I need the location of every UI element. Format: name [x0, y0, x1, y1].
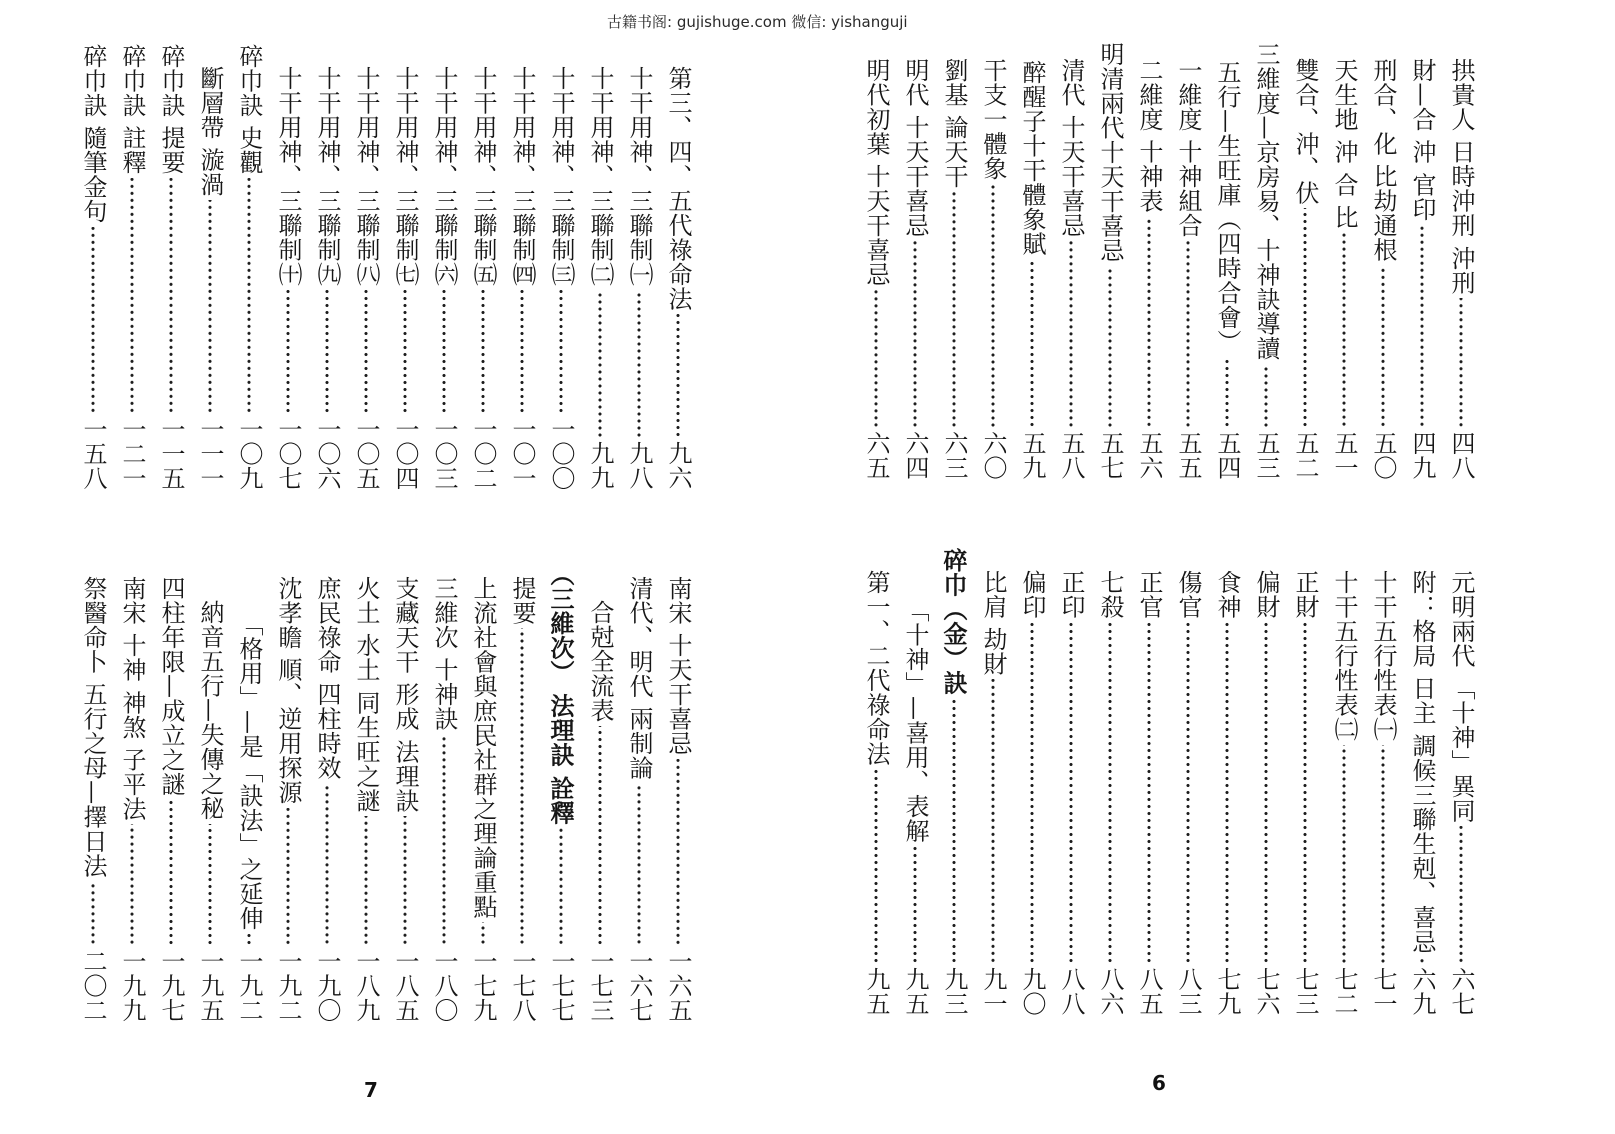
dot-leader	[127, 824, 137, 946]
toc-entry-page-number: 四九	[1408, 431, 1436, 480]
toc-entry-title: 「十神」—喜用、表解	[901, 598, 929, 843]
dot-leader	[871, 290, 881, 428]
toc-entry-page-number: 九五	[862, 967, 890, 1016]
toc-entry-page-number: 一二一	[118, 416, 146, 490]
toc-entry-title: 三維度—京房易、十神訣導讀	[1252, 42, 1280, 361]
toc-entry	[73, 548, 112, 1022]
toc-entry-page-number: 五七	[1096, 431, 1124, 480]
toc-entry-title: 十干用神、三聯制㈦	[391, 66, 419, 287]
toc-entry-page-number: 一八〇	[430, 948, 458, 1022]
dot-leader	[439, 290, 449, 414]
toc-entry-page-number: 五四	[1213, 431, 1241, 480]
toc-entry-title: 十干用神、三聯制㈧	[352, 66, 380, 287]
toc-entry-page-number: 六〇	[979, 431, 1007, 480]
toc-entry-title: 清代、明代 兩制論	[625, 576, 653, 781]
toc-entry	[190, 548, 229, 1022]
dot-leader	[517, 628, 527, 946]
toc-entry-page-number: 九〇	[1018, 967, 1046, 1016]
toc-entry	[424, 40, 463, 490]
toc-entry	[895, 40, 934, 480]
dot-leader	[439, 734, 449, 945]
toc-entry	[1051, 548, 1090, 1016]
toc-entry-page-number: 一九七	[157, 948, 185, 1022]
toc-entry	[268, 40, 307, 490]
dot-leader	[949, 698, 959, 964]
toc-entry	[658, 548, 697, 1022]
toc-entry-title: 十干用神、三聯制㈤	[469, 66, 497, 287]
toc-entry	[619, 40, 658, 490]
toc-entry	[1402, 40, 1441, 480]
toc-entry	[268, 548, 307, 1022]
toc-entry-page-number: 一〇〇	[547, 416, 575, 490]
dot-leader	[166, 800, 176, 946]
toc-entry	[190, 40, 229, 490]
toc-entry	[973, 548, 1012, 1016]
toc-entry	[1246, 548, 1285, 1016]
dot-leader	[1417, 224, 1427, 428]
toc-entry-title: 劉基 論天干	[940, 58, 968, 189]
toc-entry	[580, 40, 619, 490]
toc-entry-page-number: 一〇九	[235, 416, 263, 490]
toc-entry-title: 附：格局 日主 調候三聯生剋、喜忌	[1408, 570, 1436, 954]
dot-leader	[1105, 266, 1115, 429]
toc-entry-title: 十干用神、三聯制㈠	[625, 66, 653, 287]
toc-entry	[619, 548, 658, 1022]
dot-leader	[244, 178, 254, 414]
dot-leader	[1339, 745, 1349, 965]
toc-entry-title: 十干用神、三聯制㈥	[430, 66, 458, 287]
toc-entry	[229, 548, 268, 1022]
dot-leader	[1222, 357, 1232, 428]
toc-entry-page-number: 九九	[586, 441, 614, 490]
toc-entry-page-number: 一八九	[352, 948, 380, 1022]
toc-entry-page-number: 一七三	[586, 948, 614, 1022]
toc-entry-page-number: 七六	[1252, 967, 1280, 1016]
toc-entry-title: 庶民祿命 四柱時效	[313, 576, 341, 781]
toc-entry-page-number: 一九〇	[313, 948, 341, 1022]
toc-entry-title: 四柱年限—成立之謎	[157, 576, 185, 797]
toc-entry	[151, 40, 190, 490]
toc-entry-title: 碎巾訣 隨筆金句	[79, 44, 107, 224]
dot-leader	[673, 759, 683, 946]
dot-leader	[88, 227, 98, 414]
toc-entry-title: 食神	[1213, 570, 1241, 619]
toc-entry-title: 天生地 沖 合 比	[1330, 58, 1358, 230]
toc-entry-page-number: 七二	[1330, 967, 1358, 1016]
toc-entry-title: 納音五行—失傳之秘	[196, 600, 224, 821]
toc-entry	[1402, 548, 1441, 1016]
toc-entry	[1168, 40, 1207, 480]
dot-leader	[1183, 241, 1193, 428]
dot-leader	[673, 314, 683, 438]
toc-entry-page-number: 五〇	[1369, 431, 1397, 480]
toc-entry-title: 偏印	[1018, 570, 1046, 619]
toc-entry-page-number: 九三	[940, 967, 968, 1016]
toc-entry-title: 碎巾訣 註釋	[118, 44, 146, 175]
dot-leader	[127, 178, 137, 414]
dot-leader	[949, 192, 959, 428]
toc-entry-page-number: 一九二	[235, 948, 263, 1022]
toc-entry	[1441, 40, 1480, 480]
dot-leader	[322, 783, 332, 945]
dot-leader	[1300, 622, 1310, 964]
toc-entry	[151, 548, 190, 1022]
toc-entry-page-number: 八三	[1174, 967, 1202, 1016]
dot-leader	[205, 200, 215, 414]
dot-leader	[166, 178, 176, 414]
dot-leader	[556, 290, 566, 414]
dot-leader	[478, 290, 488, 414]
toc-entry-page-number: 九八	[625, 441, 653, 490]
dot-leader	[1105, 622, 1115, 964]
toc-entry	[1246, 40, 1285, 480]
toc-entry	[346, 548, 385, 1022]
toc-entry-title: 正印	[1057, 570, 1085, 619]
toc-entry-title: 南宋 十天干喜忌	[664, 576, 692, 756]
dot-leader	[400, 290, 410, 414]
toc-entry	[502, 40, 541, 490]
toc-entry	[973, 40, 1012, 480]
toc-entry-title: 十干用神、三聯制㈡	[586, 66, 614, 287]
dot-leader	[988, 184, 998, 429]
toc-entry	[1324, 548, 1363, 1016]
toc-entry-title: 雙合、沖、伏	[1291, 58, 1319, 205]
toc-entry	[112, 548, 151, 1022]
toc-entry-title: 碎巾訣 史觀	[235, 44, 263, 175]
dot-leader	[1300, 208, 1310, 428]
toc-page-7-lower	[73, 548, 697, 1022]
toc-entry	[1090, 40, 1129, 480]
toc-entry-page-number: 一一一	[196, 416, 224, 490]
dot-leader	[634, 290, 644, 439]
toc-entry-title: 十干用神、三聯制㈨	[313, 66, 341, 287]
dot-leader	[556, 828, 566, 946]
toc-entry	[1090, 548, 1129, 1016]
toc-entry-title: 明代 十天干喜忌	[901, 58, 929, 238]
toc-entry-title: 清代 十天干喜忌	[1057, 58, 1085, 238]
dot-leader	[478, 922, 488, 946]
toc-entry	[580, 548, 619, 1022]
toc-entry-title: 正官	[1135, 570, 1163, 619]
dot-leader	[322, 290, 332, 414]
toc-entry-page-number: 八八	[1057, 967, 1085, 1016]
toc-entry-title: 十干用神、三聯制㈩	[274, 66, 302, 287]
toc-entry-page-number: 一五八	[79, 416, 107, 490]
dot-leader	[1417, 957, 1427, 964]
dot-leader	[1339, 232, 1349, 428]
toc-entry-title: 第三、四、五代祿命法	[664, 66, 692, 311]
toc-entry	[385, 548, 424, 1022]
dot-leader	[1183, 622, 1193, 964]
toc-entry-title: 十干用神、三聯制㈣	[508, 66, 536, 287]
toc-entry	[1324, 40, 1363, 480]
toc-entry-page-number: 五三	[1252, 431, 1280, 480]
toc-page-7-upper	[73, 40, 697, 490]
dot-leader	[283, 290, 293, 414]
toc-entry-title: 南宋 十神 神煞 子平法	[118, 576, 146, 821]
toc-entry	[112, 40, 151, 490]
toc-entry	[1051, 40, 1090, 480]
toc-entry	[856, 548, 895, 1016]
toc-entry-title: 碎巾訣 提要	[157, 44, 185, 175]
toc-entry-title: 第一、二代祿命法	[862, 570, 890, 766]
toc-entry-title: 「格用」—是「訣法」之延伸	[235, 612, 263, 931]
toc-entry-page-number: 一九五	[196, 948, 224, 1022]
toc-entry	[385, 40, 424, 490]
toc-entry	[229, 40, 268, 490]
toc-entry	[346, 40, 385, 490]
toc-page-6-upper	[856, 40, 1480, 480]
toc-entry-page-number: 七三	[1291, 967, 1319, 1016]
toc-entry-title: 刑合、化 比劫通根	[1369, 58, 1397, 263]
toc-entry-page-number: 一七七	[547, 948, 575, 1022]
toc-entry-page-number: 七一	[1369, 967, 1397, 1016]
toc-entry-title: 合尅全流表	[586, 600, 614, 723]
toc-entry-page-number: 五八	[1057, 431, 1085, 480]
dot-leader	[910, 241, 920, 428]
dot-leader	[910, 846, 920, 964]
toc-entry-title: 比肩 劫財	[979, 570, 1007, 677]
dot-leader	[88, 881, 98, 945]
toc-entry	[895, 548, 934, 1016]
toc-entry-title: 沈孝瞻 順、逆用探源	[274, 576, 302, 805]
toc-entry	[307, 548, 346, 1022]
watermark-header: 古籍书阁: gujishuge.com 微信: yishanguji	[607, 13, 908, 31]
toc-entry	[1207, 40, 1246, 480]
dot-leader	[1144, 622, 1154, 964]
toc-entry-title: 提要	[508, 576, 536, 625]
dot-leader	[1261, 622, 1271, 964]
toc-entry-title: 正財	[1291, 570, 1319, 619]
toc-entry-title: 支藏天干 形成 法理訣	[391, 576, 419, 813]
dot-leader	[1144, 216, 1154, 428]
toc-entry	[934, 40, 973, 480]
toc-entry-page-number: 五五	[1174, 431, 1202, 480]
toc-entry	[1012, 40, 1051, 480]
dot-leader	[595, 726, 605, 946]
dot-leader	[1027, 259, 1037, 428]
dot-leader	[1261, 364, 1271, 429]
dot-leader	[1222, 622, 1232, 964]
toc-entry-page-number: 六三	[940, 431, 968, 480]
toc-entry-page-number: 一六五	[664, 948, 692, 1022]
toc-entry	[502, 548, 541, 1022]
page-number-7: 7	[364, 1078, 378, 1102]
toc-entry	[1129, 548, 1168, 1016]
toc-entry-page-number: 八六	[1096, 967, 1124, 1016]
toc-entry	[1168, 548, 1207, 1016]
toc-entry	[856, 40, 895, 480]
toc-entry-page-number: 九五	[901, 967, 929, 1016]
toc-entry-title: （三維次） 法理訣 詮釋	[546, 562, 575, 825]
toc-entry-title: 明清兩代十天干喜忌	[1096, 42, 1124, 263]
dot-leader	[988, 679, 998, 964]
dot-leader	[205, 824, 215, 946]
toc-entry-page-number: 六九	[1408, 967, 1436, 1016]
toc-entry-page-number: 一七九	[469, 948, 497, 1022]
toc-entry	[1012, 548, 1051, 1016]
toc-entry-title: 斷層帶 漩渦	[196, 66, 224, 197]
toc-page-6-lower	[856, 548, 1480, 1016]
toc-entry-page-number: 九一	[979, 967, 1007, 1016]
dot-leader	[1456, 826, 1466, 964]
toc-entry-page-number: 一六七	[625, 948, 653, 1022]
dot-leader	[283, 808, 293, 946]
dot-leader	[1378, 265, 1388, 428]
toc-entry-title: 傷官	[1174, 570, 1202, 619]
toc-entry	[1129, 40, 1168, 480]
toc-entry-title: 三維次 十神訣	[430, 576, 458, 732]
toc-entry-page-number: 一〇六	[313, 416, 341, 490]
toc-entry-page-number: 一〇四	[391, 416, 419, 490]
toc-entry-page-number: 一八五	[391, 948, 419, 1022]
toc-entry-page-number: 六四	[901, 431, 929, 480]
dot-leader	[400, 816, 410, 946]
toc-entry-page-number: 五一	[1330, 431, 1358, 480]
toc-entry-title: 十干用神、三聯制㈢	[547, 66, 575, 287]
toc-entry-title: 一維度 十神組合	[1174, 58, 1202, 238]
toc-entry-title: 火土 水土 同生旺之謎	[352, 576, 380, 813]
toc-entry-title: 明代初葉 十天干喜忌	[862, 58, 890, 287]
toc-entry-page-number: 二〇二	[79, 948, 107, 1022]
toc-entry-page-number: 七九	[1213, 967, 1241, 1016]
dot-leader	[244, 934, 254, 946]
toc-entry-title: 十干五行性表㈠	[1369, 570, 1397, 742]
toc-entry	[541, 40, 580, 490]
toc-entry-title: 元明兩代 「十神」異同	[1447, 570, 1475, 824]
toc-entry-page-number: 五九	[1018, 431, 1046, 480]
toc-entry-title: 拱貴人 日時沖刑 沖刑	[1447, 58, 1475, 295]
toc-entry	[1363, 40, 1402, 480]
dot-leader	[1066, 622, 1076, 964]
toc-entry-title: 二維度 十神表	[1135, 58, 1163, 214]
toc-entry-page-number: 九六	[664, 441, 692, 490]
toc-entry-title: 醉醒子十干體象賦	[1018, 60, 1046, 256]
toc-entry-title: 七殺	[1096, 570, 1124, 619]
toc-entry-page-number: 六五	[862, 431, 890, 480]
toc-entry-page-number: 五六	[1135, 431, 1163, 480]
dot-leader	[517, 290, 527, 414]
toc-entry	[934, 548, 973, 1016]
toc-entry-page-number: 八五	[1135, 967, 1163, 1016]
toc-entry	[463, 548, 502, 1022]
toc-entry-title: 偏財	[1252, 570, 1280, 619]
toc-entry-page-number: 一九二	[274, 948, 302, 1022]
toc-entry	[463, 40, 502, 490]
dot-leader	[595, 290, 605, 439]
dot-leader	[361, 290, 371, 414]
toc-entry-title: 碎巾（金）訣	[939, 548, 968, 695]
toc-entry-title: 干支一體象	[979, 58, 1007, 181]
toc-entry	[541, 548, 580, 1022]
toc-entry-page-number: 一〇一	[508, 416, 536, 490]
dot-leader	[1066, 241, 1076, 428]
toc-entry	[307, 40, 346, 490]
toc-entry-page-number: 一一五	[157, 416, 185, 490]
toc-entry	[1441, 548, 1480, 1016]
toc-entry-page-number: 一〇二	[469, 416, 497, 490]
dot-leader	[1378, 745, 1388, 965]
dot-leader	[1027, 622, 1037, 964]
toc-entry-title: 上流社會與庶民社群之理論重點	[469, 576, 497, 919]
page-number-6: 6	[1152, 1071, 1166, 1095]
toc-entry-title: 十干五行性表㈡	[1330, 570, 1358, 742]
toc-entry-page-number: 一〇三	[430, 416, 458, 490]
toc-entry-page-number: 一九九	[118, 948, 146, 1022]
toc-entry	[424, 548, 463, 1022]
toc-entry	[1363, 548, 1402, 1016]
toc-entry-page-number: 四八	[1447, 431, 1475, 480]
toc-entry-page-number: 五二	[1291, 431, 1319, 480]
toc-entry-page-number: 一七八	[508, 948, 536, 1022]
toc-entry-title: 祭醫命卜 五行之母—擇日法	[79, 576, 107, 879]
toc-entry-page-number: 六七	[1447, 967, 1475, 1016]
dot-leader	[634, 783, 644, 945]
toc-entry-title: 五行—生旺庫（四時合會）	[1213, 60, 1241, 354]
toc-entry	[1285, 40, 1324, 480]
dot-leader	[1456, 298, 1466, 428]
toc-entry	[73, 40, 112, 490]
dot-leader	[871, 769, 881, 964]
toc-entry-page-number: 一〇五	[352, 416, 380, 490]
toc-entry	[658, 40, 697, 490]
toc-entry-title: 財—合 沖 官印	[1408, 58, 1436, 222]
toc-entry	[1207, 548, 1246, 1016]
toc-entry-page-number: 一〇七	[274, 416, 302, 490]
toc-entry	[1285, 548, 1324, 1016]
dot-leader	[361, 816, 371, 946]
